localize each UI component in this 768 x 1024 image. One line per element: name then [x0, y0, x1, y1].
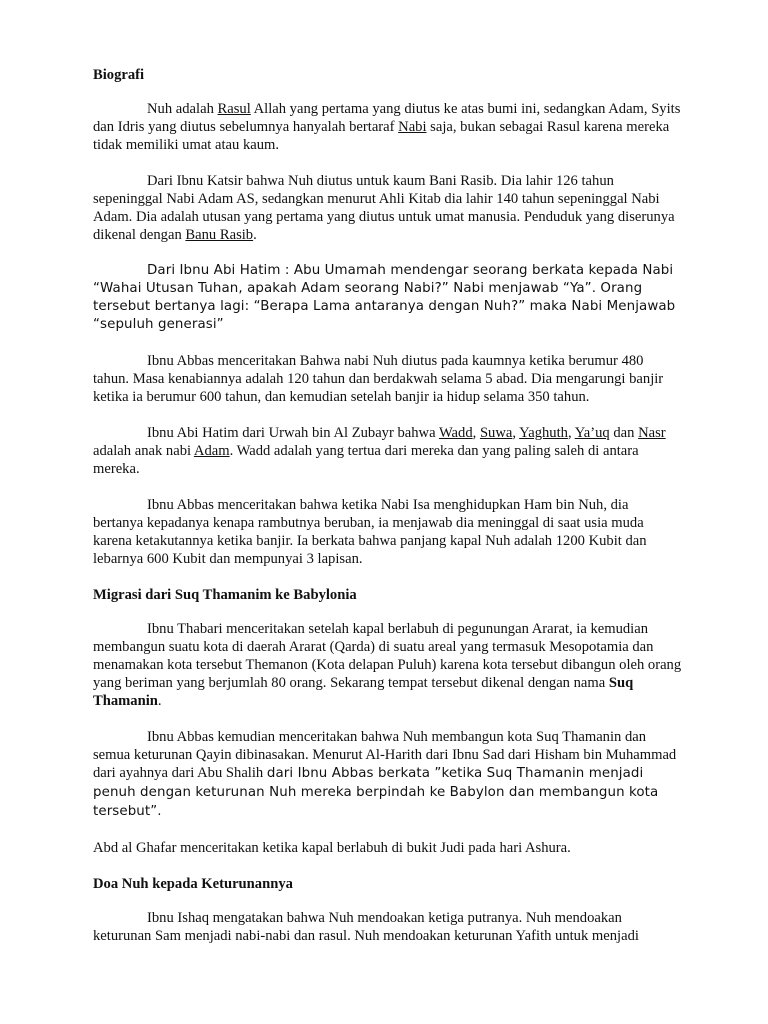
text: , [567, 425, 575, 441]
heading-biografi: Biografi [93, 67, 145, 83]
paragraph-5 [93, 424, 682, 478]
link-wadd[interactable]: Wadd [438, 425, 473, 441]
text: Ibnu Abi Hatim dari Urwah bin Al Zubayr bahwa [147, 425, 439, 441]
paragraph-2 [93, 172, 682, 244]
text: . [253, 227, 257, 243]
paragraph-1 [93, 100, 682, 154]
link-nabi[interactable]: Nabi [398, 119, 427, 135]
heading-doa: Doa Nuh kepada Keturunannya [93, 876, 293, 892]
paragraph-3: Dari Ibnu Abi Hatim : Abu Umamah mendengar seorang berkata kepada Nabi “Wahai Utusan Tuhan, apakah Adam seorang Nabi?” Nabi menjawab “Ya”. Orang tersebut bertanya lagi: “Berapa Lama antaranya dengan Nuh?” maka Nabi Menjawab “sepuluh generasi” [93, 263, 676, 332]
text: Nuh adalah [147, 101, 218, 117]
link-adam[interactable]: Adam [193, 443, 230, 459]
text: , [472, 425, 480, 441]
text: saja, bukan sebagai Rasul karena mereka tidak memiliki umat atau kaum. [93, 119, 670, 153]
text: . Wadd adalah yang tertua dari mereka dan yang paling saleh di antara mereka. [93, 443, 639, 477]
link-suwa[interactable]: Suwa [479, 425, 513, 441]
text: dan [609, 425, 639, 441]
text: , [512, 425, 520, 441]
bold-suq-thamanin: Suq Thamanin [93, 675, 634, 709]
text: . [157, 693, 162, 709]
text: adalah anak nabi [93, 443, 194, 459]
text: Ibnu Thabari menceritakan setelah kapal berlabuh di pegunungan Ararat, ia kemudian membangun suatu kota di daerah Ararat (Qarda) di suatu areal yang termasuk Mesopotamia dan menamakan kota tersebut Themanon (Kota delapan Puluh) karena kota tersebut dibangun oleh orang yang beriman yang berjumlah 80 orang. Sekarang tempat tersebut dikenal dengan nama [93, 621, 682, 691]
link-rasul[interactable]: Rasul [217, 101, 251, 117]
paragraph-7 [93, 620, 682, 710]
text: Ibnu Abbas kemudian menceritakan bahwa Nuh membangun kota Suq Thamanin dan semua keturunan Qayin dibinasakan. Menurut Al-Harith dari Ibnu Sad dari Hisham bin Muhammad dari ayahnya dari Abu Shalih [93, 729, 677, 781]
link-yaghuth[interactable]: Yaghuth [519, 425, 568, 441]
text: Allah yang pertama yang diutus ke atas bumi ini, sedangkan Adam, Syits dan Idris yang diutus sebelumnya hanyalah bertaraf [93, 101, 681, 135]
paragraph-6: Ibnu Abbas menceritakan bahwa ketika Nabi Isa menghidupkan Ham bin Nuh, dia bertanya kepadanya kenapa rambutnya beruban, ia menjawab dia meninggal di saat usia muda karena ketakutannya ketika banjir. Ia berkata bahwa panjang kapal Nuh adalah 1200 Kubit dan lebarnya 600 Kubit dan mempunyai 3 lapisan. [93, 497, 647, 567]
paragraph-10: Ibnu Ishaq mengatakan bahwa Nuh mendoakan ketiga putranya. Nuh mendoakan keturunan Sam menjadi nabi-nabi dan rasul. Nuh mendoakan keturunan Yafith untuk menjadi [93, 910, 639, 944]
quote-text: dari Ibnu Abbas berkata ”ketika Suq Thamanin menjadi penuh dengan keturunan Nuh mereka berpindah ke Babylon dan membangun kota tersebut”. [93, 766, 659, 819]
heading-migrasi: Migrasi dari Suq Thamanim ke Babylonia [93, 587, 357, 603]
link-banu-rasib[interactable]: Banu Rasib [185, 227, 254, 243]
link-yauq[interactable]: Ya’uq [574, 425, 610, 441]
paragraph-4: Ibnu Abbas menceritakan Bahwa nabi Nuh diutus pada kaumnya ketika berumur 480 tahun. Masa kenabiannya adalah 120 tahun dan berdakwah selama 5 abad. Dia mengarungi banjir ketika ia berumur 600 tahun, dan kemudian setelah banjir ia hidup selama 350 tahun. [93, 353, 664, 405]
paragraph-9: Abd al Ghafar menceritakan ketika kapal berlabuh di bukit Judi pada hari Ashura. [93, 840, 571, 856]
text: Dari Ibnu Katsir bahwa Nuh diutus untuk kaum Bani Rasib. Dia lahir 126 tahun sepeninggal Nabi Adam AS, sedangkan menurut Ahli Kitab dia lahir 140 tahun sepeninggal Nabi Adam. Dia adalah utusan yang pertama yang diutus untuk umat manusia. Penduduk yang diserunya dikenal dengan [93, 173, 675, 243]
paragraph-8 [93, 728, 682, 821]
link-nasr[interactable]: Nasr [638, 425, 666, 441]
